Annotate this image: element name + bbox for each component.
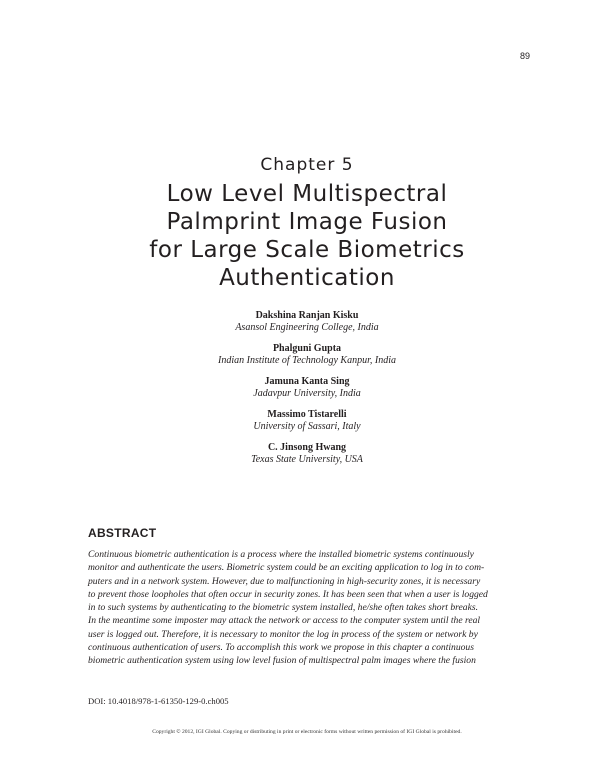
chapter-title [0,180,600,292]
abstract-body [88,548,532,668]
author-list [0,310,600,475]
author-affiliation: Jadavpur University, India [253,388,361,399]
author-block [0,409,600,433]
abstract-line: In the meantime some imposter may attack the network or access to the computer system until the real [88,615,481,627]
abstract-line: biometric authentication system using low level fusion of multispectral palm images where the fusion [88,655,476,667]
chapter-title-line: Palmprint Image Fusion [166,209,448,235]
doi: DOI: 10.4018/978-1-61350-129-0.ch005 [88,696,229,706]
author-block [0,442,600,466]
author-affiliation: Asansol Engineering College, India [235,322,379,333]
abstract-line: puters and in a network system. However, due to malfunctioning in high-security zones, it is necessary [88,575,481,587]
abstract-heading: ABSTRACT [88,526,157,540]
author-affiliation: Texas State University, USA [251,454,363,465]
author-name: Dakshina Ranjan Kisku [255,310,359,321]
author-name: Phalguni Gupta [272,343,342,354]
chapter-title-line: Low Level Multispectral [166,181,448,207]
author-affiliation: Indian Institute of Technology Kanpur, India [218,355,396,366]
author-block [0,343,600,367]
chapter-title-line: Authentication [219,265,395,291]
abstract-line: user is logged out. Therefore, it is necessary to monitor the log in process of the system or network by [88,628,478,640]
page-number: 89 [519,51,530,61]
abstract-line: continuous authentication of users. To accomplish this work we propose in this chapter a continuous [88,642,474,654]
chapter-label: Chapter 5 [260,155,354,175]
abstract-line: to prevent those loopholes that often occur in security zones. It has been seen that when a user is logged [88,588,488,600]
author-name: Jamuna Kanta Sing [264,376,350,387]
author-affiliation: University of Sassari, Italy [253,421,361,432]
author-name: C. Jinsong Hwang [267,442,347,453]
copyright-notice: Copyright © 2012, IGI Global. Copying or distributing in print or electronic forms without written permission of IGI Global is prohibited. [152,729,462,735]
abstract-line: in to such systems by authenticating to the biometric system installed, he/she often takes short breaks. [88,602,478,614]
author-block [0,310,600,334]
abstract-line: monitor and authenticate the users. Biometric system could be an exciting application to log in to com- [88,562,485,574]
chapter-title-line: for Large Scale Biometrics [149,237,465,263]
author-name: Massimo Tistarelli [267,409,347,420]
author-block [0,376,600,400]
abstract-line: Continuous biometric authentication is a process where the installed biometric systems continuously [88,549,474,560]
